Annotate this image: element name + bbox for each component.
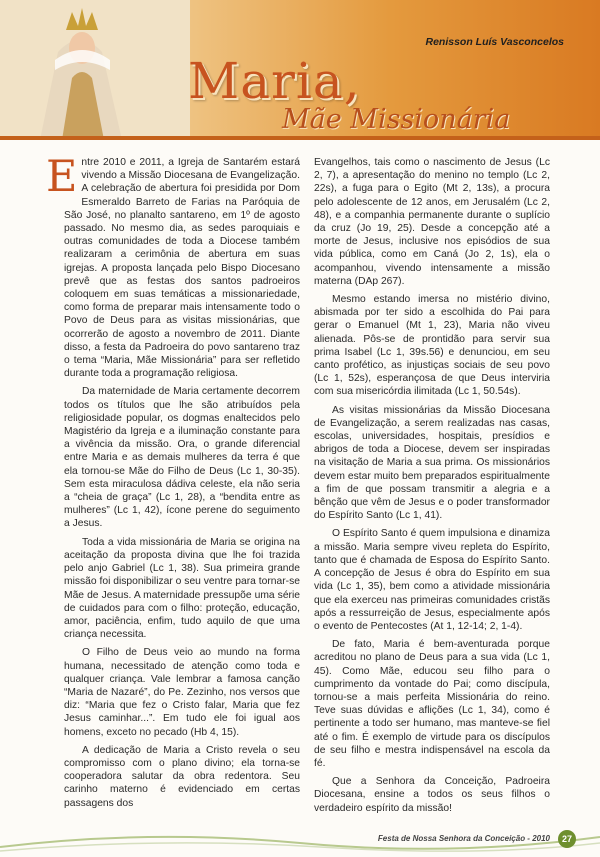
author-name: Renisson Luís Vasconcelos [425,36,564,48]
drop-cap: E [46,152,78,202]
paragraph: O Filho de Deus veio ao mundo na forma humana, necessitado de atenção como toda e qualquer criança. Vale lembrar a famosa canção “Maria de Nazaré”, do Pe. Zezinho, nos versos que diz: “Maria que fez o Cristo falar, Maria que fez Jesus caminhar...”. Em tudo ele foi igual aos homens, exceto no pecado (Hb 4, 15). [64,647,300,738]
article-title: Maria, [188,52,361,110]
paragraph: Mesmo estando imersa no mistério divino, abismada por ter sido a escolhida do Pai para gerar o Emanuel (Mt 1, 23), Maria não viveu alienada. Pôs-se de prontidão para servir sua prima Isabel (Lc 1, 39s.56) e denunciou, em seu canto profético, as injustiças sociais de seu povo (Lc 1, 52s), esperançosa de que Deus interviria com sua misericórdia ilimitada (Lc 1, 50.54s). [314,294,550,398]
footer [0,817,600,857]
page-number: 27 [558,830,576,848]
paragraph: O Espírito Santo é quem impulsiona e dinamiza a missão. Maria sempre viveu repleta do Espírito, tanto que é chamada de Esposa do Espírito Santo. A concepção de Jesus é obra do Espírito em sua vida (Lc 1, 35), bem como a atividade missionária que ela exerceu nas primeiras comunidades cristãs após a ressurreição de Jesus, especialmente após o evento de Pentecostes (At 1, 12-14; 2, 1-4). [314,528,550,632]
paragraph: A dedicação de Maria a Cristo revela o seu compromisso com o plano divino; ela torna-se cooperadora salutar da obra redentora. Seu carinho materno é evidenciado em certas passagens dos [64,744,300,809]
header-banner [0,0,600,140]
virgin-statue-illustration [0,0,190,140]
paragraph [46,152,300,380]
publication-name: Festa de Nossa Senhora da Conceição - 2010 [377,834,550,843]
article-subtitle: Mãe Missionária [282,104,511,135]
paragraph: As visitas missionárias da Missão Diocesana de Evangelização, a serem realizadas nas casas, escolas, universidades, hospitais, presídios e abrigos de toda a Diocese, devem ser inspiradas na visitação de Maria a sua prima. Os missionários devem estar muito bem preparados espiritualmente a fim de que possam transmitir a alegria e a bênção que vêm de Jesus e o poder transformador do Espírito Santo (Lc 1, 41). [314,404,550,522]
right-column [314,156,550,820]
paragraph-text: ntre 2010 e 2011, a Igreja de Santarém estará vivendo a Missão Diocesana de Evangelização. A celebração de abertura foi presidida por Dom Esmeraldo Barreto de Farias na Paróquia de São José, no planalto santareno, em 1º de agosto passado. No mesmo dia, as sedes paroquiais e outras comunidades de toda a Diocese também realizaram a cerimônia de abertura em suas igrejas. A proposta lançada pelo Bispo Diocesano prevê que as festas dos santos padroeiros coloquem em suas temáticas a missionariedade, como forma de preparar mais intensamente todo o Povo de Deus para as visitas missionárias, que ocorrerão de agosto a novembro de 2011. Diante disso, a festa da Padroeira do povo santareno traz o tema “Maria, Mãe Missionária” para ser refletido durante toda a programação religiosa. [64,157,300,380]
paragraph: De fato, Maria é bem-aventurada porque acreditou no plano de Deus para a sua vida (Lc 1, 45). Como Mãe, educou seu filho para o cumprimento da vontade do Pai; como discípula, tornou-se a mais perfeita Missionária do reino. Teve suas dúvidas e aflições (Lc 1, 34), como é pertinente a todo ser humano, mas manteve-se fiel até o fim. É exemplo de virtude para os discípulos de seu filho e mestra indispensável na escola da fé. [314,639,550,769]
paragraph: Evangelhos, tais como o nascimento de Jesus (Lc 2, 7), a apresentação do menino no templo (Lc 2, 22s), a fuga para o Egito (Mt 2, 13s), a procura pelo adolescente de 12 anos, em Jerusalém (Lc 2, 48), e a companhia permanente durante o suplício da cruz (Jo 19, 25). Desde a concepção até a morte de Jesus, inclusive nos episódios de sua vida pública, como em Caná (Jo 2, 1s), ela o acompanhou, vivendo intensamente a missão materna (DAp 267). [314,157,550,287]
paragraph: Que a Senhora da Conceição, Padroeira Diocesana, ensine a todos os seus filhos o verdadeiro espírito da missão! [314,776,550,814]
paragraph: Toda a vida missionária de Maria se origina na aceitação da proposta divina que lhe foi trazida pelo anjo Gabriel (Lc 1, 38). Sua primeira grande missão foi disponibilizar o seu ventre para tornar-se Mãe de Jesus. A maternidade pressupõe uma série de cuidados para com o filho: proteção, educação, amor, paciência, enfim, tudo aquilo de que uma criança necessita. [64,536,300,641]
left-column [46,152,300,815]
paragraph: Da maternidade de Maria certamente decorrem todos os títulos que lhe são atribuídos pela religiosidade popular, os dogmas enaltecidos pelo Magistério da Igreja e a iluminação constante para a vivência da missão. Ora, o grande diferencial entre Maria e as demais mulheres da terra é que ela tornou-se Mãe do Filho de Deus (Lc 1, 30-35). Sem esta miraculosa dádiva celeste, ela não seria a “cheia de graça” (Lc 1, 28), a “bendita entre as mulheres” (Lc 1, 42), ícone perene do seguimento a Jesus. [64,386,300,530]
